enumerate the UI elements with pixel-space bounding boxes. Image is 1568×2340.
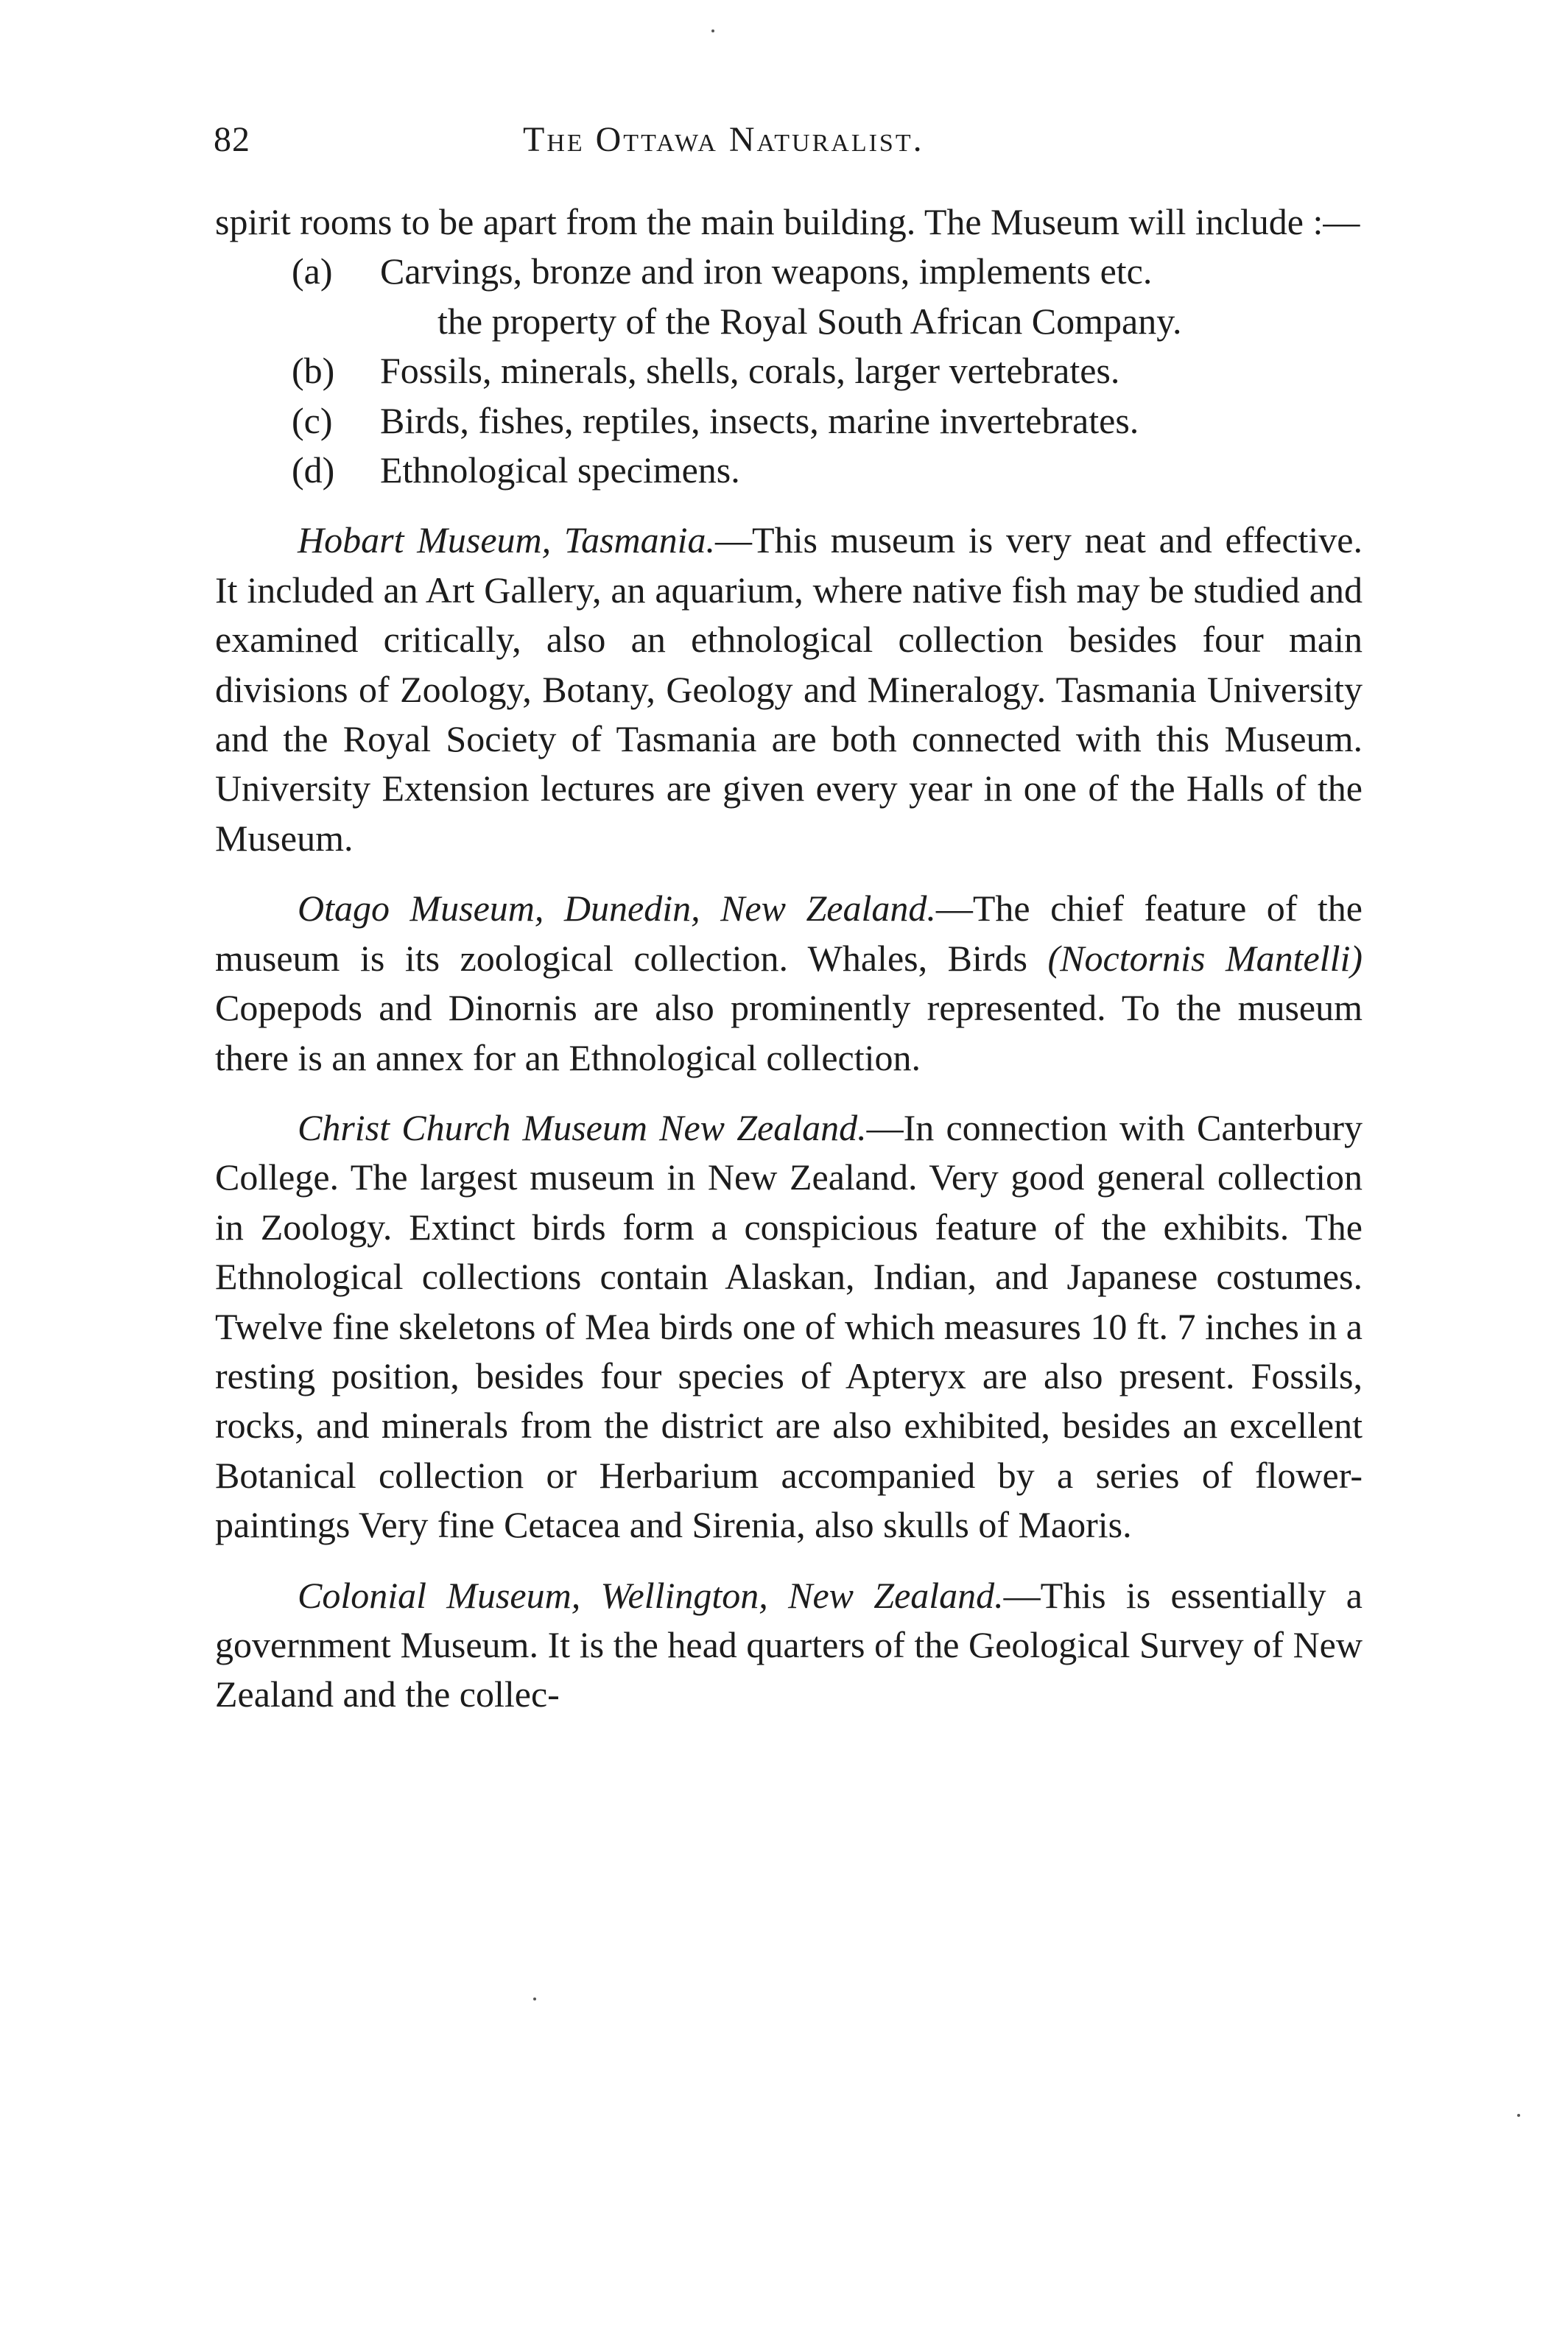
scan-speck — [533, 1998, 536, 2000]
collection-list — [215, 247, 1363, 495]
list-marker: (d) — [292, 449, 335, 491]
scan-speck — [1517, 2114, 1520, 2117]
list-marker: (c) — [292, 399, 333, 441]
list-item — [215, 396, 1363, 446]
museum-paragraph-colonial — [215, 1571, 1363, 1720]
museum-description-continued: Copepods and Dinornis are also prominently represented. To the museum there is an annex for an Ethnological collection. — [215, 987, 1363, 1078]
page-number: 82 — [214, 120, 250, 159]
list-marker: (a) — [292, 250, 333, 292]
list-marker: (b) — [292, 350, 335, 392]
list-text: Birds, fishes, reptiles, insects, marine invertebrates. — [380, 399, 1139, 441]
list-text: Carvings, bronze and iron weapons, implements etc. — [380, 250, 1153, 292]
list-text: the property of the Royal South African Company. — [437, 300, 1182, 342]
intro-paragraph: spirit rooms to be apart from the main building. The Museum will include :— — [215, 201, 1360, 242]
museum-name: Colonial Museum, Wellington, New Zealand. — [298, 1574, 1004, 1616]
museum-paragraph-otago — [215, 884, 1363, 1083]
list-item — [215, 446, 1363, 495]
museum-description: —This museum is very neat and effective. It included an Art Gallery, an aquarium, where native fish may be studied and examined critically, also an ethnological collection besides four main divisions of Zoology, Botany, Geology and Mineralogy. Tasmania University and the Royal Society of Tasmania are both connected with this Museum. University Extension lectures are given every year in one of the Halls of the Museum. — [215, 519, 1363, 859]
list-text: Fossils, minerals, shells, corals, larger vertebrates. — [380, 350, 1120, 392]
museum-description: —In connection with Canterbury College. The largest museum in New Zealand. Very good general collection in Zoology. Extinct birds form a conspicious feature of the exhibits. The Ethnological collections contain Alaskan, Indian, and Japanese costumes. Twelve fine skeletons of Mea birds one of which measures 10 ft. 7 inches in a resting position, besides four species of Apteryx are also present. Fossils, rocks, and minerals from the district are also exhibited, besides an excellent Botanical collection or Herbarium accompanied by a series of flower-paintings Very fine Cetacea and Sirenia, also skulls of Maoris. — [215, 1106, 1363, 1546]
species-name: (Noctornis Mantelli) — [1047, 937, 1363, 979]
museum-description: —This is essentially a government Museum. It is the head quarters of the Geological Survey of New Zealand and the collec- — [215, 1574, 1363, 1715]
page-header — [214, 119, 1363, 171]
list-item — [215, 346, 1363, 396]
museum-name: Hobart Museum, Tasmania. — [298, 519, 716, 561]
museum-description: —The chief feature of the museum is its zoological collection. Whales, Birds — [215, 888, 1363, 979]
body-text — [215, 197, 1363, 1740]
museum-paragraph-hobart — [215, 516, 1363, 863]
scan-speck — [711, 29, 714, 32]
museum-name: Christ Church Museum New Zealand. — [298, 1106, 867, 1148]
museum-name: Otago Museum, Dunedin, New Zealand. — [298, 888, 936, 930]
list-item-continuation — [215, 297, 1363, 346]
list-text: Ethnological specimens. — [380, 449, 740, 491]
museum-paragraph-christchurch — [215, 1103, 1363, 1550]
list-item — [215, 247, 1363, 296]
running-title: The Ottawa Naturalist. — [523, 120, 924, 159]
